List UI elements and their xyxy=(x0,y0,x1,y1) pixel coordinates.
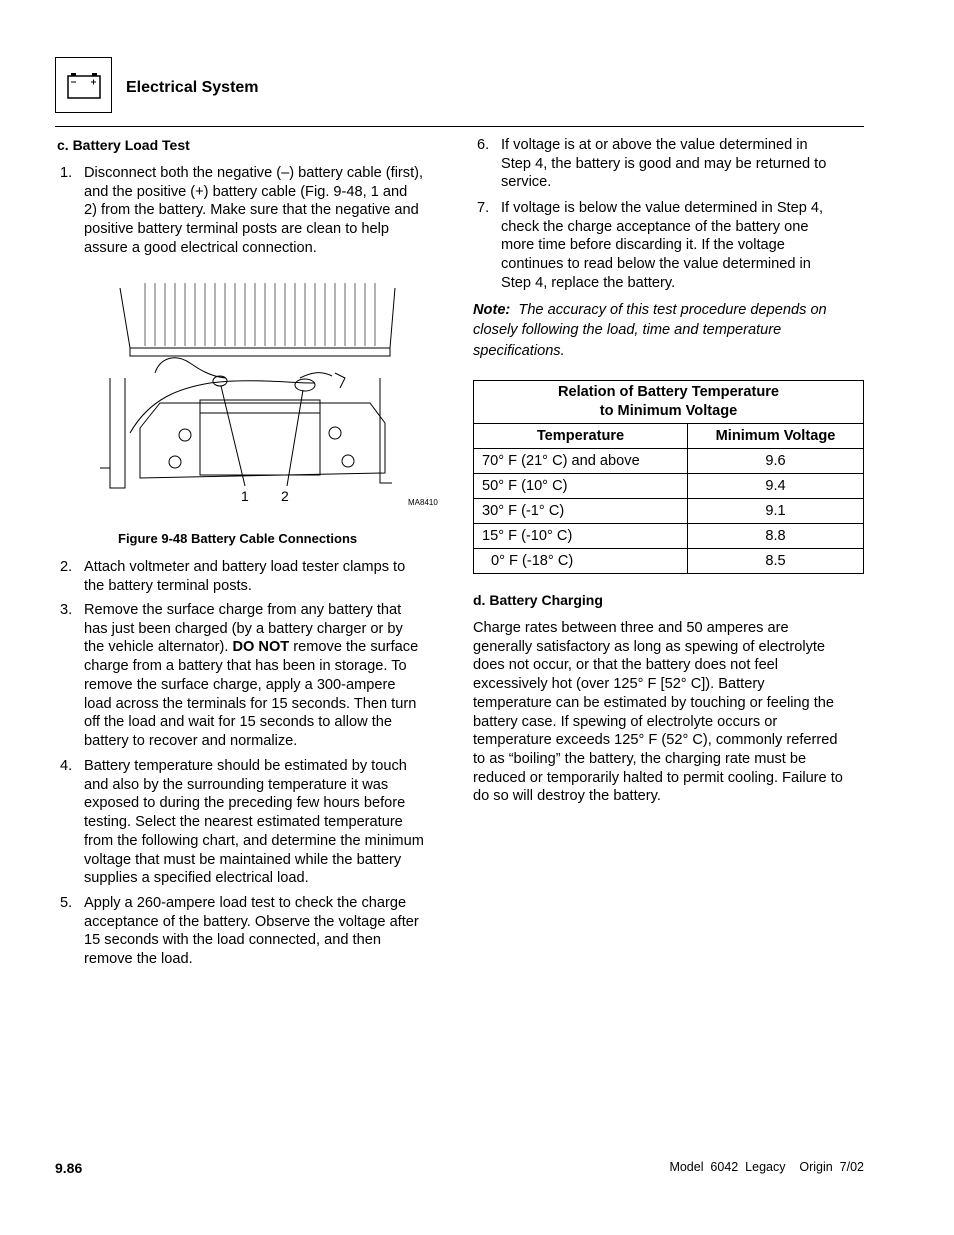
table-row xyxy=(474,524,864,549)
step-line: service. xyxy=(501,174,552,191)
table-row xyxy=(474,474,864,499)
battery-icon xyxy=(56,58,111,112)
voltage-cell: 9.6 xyxy=(688,449,864,474)
step-text: the vehicle alternator). xyxy=(84,639,233,656)
battery-cable-figure xyxy=(100,278,450,516)
step-line: check the charge acceptance of the battery one xyxy=(501,218,809,235)
step-line: and the positive (+) battery cable (Fig. 9-48, 1 and xyxy=(84,183,408,200)
step-number: 2. xyxy=(60,559,73,575)
step-line: positive battery terminal posts are clean to help xyxy=(84,221,390,238)
para-line: excessively hot (over 125° F [52° C]). Battery xyxy=(473,676,765,693)
step-line: Step 4, the battery is good and may be returned to xyxy=(501,155,827,172)
step-text: remove the surface xyxy=(289,639,419,656)
header-icon-box xyxy=(55,57,112,113)
step-line: battery to recover and normalize. xyxy=(84,732,298,749)
table-title-row xyxy=(474,381,864,424)
step-line: Remove the surface charge from any battery that xyxy=(84,602,402,618)
note-text: The accuracy of this test procedure depends on xyxy=(518,302,827,318)
step-line: remove the load. xyxy=(84,951,193,968)
note-label: Note: xyxy=(473,302,511,318)
table-row xyxy=(474,549,864,574)
column-header-temperature: Temperature xyxy=(474,424,688,449)
step-line: supplies a specified electrical load. xyxy=(84,870,309,887)
step-number: 3. xyxy=(60,602,73,618)
step-line: Apply a 260-ampere load test to check the charge xyxy=(84,895,407,911)
step-line xyxy=(84,638,418,657)
para-line: Charge rates between three and 50 amperes are xyxy=(473,620,789,636)
step-line: exposed to during the preceding few hours before xyxy=(84,795,406,812)
voltage-cell: 9.4 xyxy=(688,474,864,499)
step-line: charge from a battery that has been in storage. To xyxy=(84,658,407,675)
step-line: 15 seconds with the load connected, and then xyxy=(84,932,381,949)
para-line: generally satisfactory as long as spewing of electrolyte xyxy=(473,638,826,655)
step-4 xyxy=(60,757,450,891)
voltage-cell: 8.8 xyxy=(688,524,864,549)
step-line: Disconnect both the negative (–) battery cable (first), xyxy=(84,165,424,181)
step-line: off the load and wait for 15 seconds to allow the xyxy=(84,714,393,731)
step-line: Step 4, replace the battery. xyxy=(501,274,676,291)
step-line: from the following chart, and determine the minimum xyxy=(84,832,424,849)
step-number: 7. xyxy=(477,200,490,216)
para-line: temperature exceeds 125° F (52° C), commonly referred xyxy=(473,732,838,749)
note-block xyxy=(473,300,863,361)
section-c-heading: c. Battery Load Test xyxy=(57,137,190,153)
step-line: If voltage is at or above the value determined in xyxy=(501,137,808,153)
table-header-row xyxy=(474,424,864,449)
table-row xyxy=(474,499,864,524)
note-line xyxy=(473,300,863,320)
step-line: Battery temperature should be estimated by touch xyxy=(84,758,407,774)
step-line: load across the terminals for 15 seconds. Then turn xyxy=(84,695,417,712)
step-line: continues to read below the value determined in xyxy=(501,256,811,273)
table-title xyxy=(474,381,864,424)
step-line: has just been charged (by a battery charger or by xyxy=(84,620,403,637)
para-line: to as “boiling” the battery, the charging rate must be xyxy=(473,750,807,767)
step-line: and also by the surrounding temperature it was xyxy=(84,776,389,793)
table-title-line: to Minimum Voltage xyxy=(599,403,738,419)
para-line: temperature can be estimated by touching or feeling the xyxy=(473,694,835,711)
page-header-title: Electrical System xyxy=(126,79,259,96)
step-number: 1. xyxy=(60,165,73,181)
step-line: the battery terminal posts. xyxy=(84,577,252,594)
para-line: do so will destroy the battery. xyxy=(473,788,661,805)
step-line: Attach voltmeter and battery load tester clamps to xyxy=(84,559,406,575)
temperature-cell: 30° F (-1° C) xyxy=(474,499,688,524)
step-6 xyxy=(477,136,867,196)
callout-1: 1 xyxy=(241,488,249,504)
callout-2: 2 xyxy=(281,488,289,504)
note-line: specifications. xyxy=(473,343,565,359)
do-not-emphasis: DO NOT xyxy=(232,639,290,656)
voltage-cell: 8.5 xyxy=(688,549,864,574)
temperature-voltage-table xyxy=(473,380,864,574)
temperature-cell: 15° F (-10° C) xyxy=(474,524,688,549)
section-d-heading: d. Battery Charging xyxy=(473,592,603,608)
step-number: 4. xyxy=(60,758,73,774)
temperature-cell: 0° F (-18° C) xyxy=(474,549,688,574)
para-line: does not occur, or that the battery does not feel xyxy=(473,657,779,674)
step-number: 5. xyxy=(60,895,73,911)
step-3 xyxy=(60,601,450,753)
step-5 xyxy=(60,894,450,972)
voltage-cell: 9.1 xyxy=(688,499,864,524)
step-line: voltage that must be maintained while the battery xyxy=(84,851,402,868)
figure-code: MA8410 xyxy=(408,498,438,507)
step-line: If voltage is below the value determined in Step 4, xyxy=(501,200,824,216)
para-line: battery case. If spewing of electrolyte occurs or xyxy=(473,713,778,730)
step-line: assure a good electrical connection. xyxy=(84,239,317,256)
step-line: testing. Select the nearest estimated temperature xyxy=(84,814,403,831)
step-line: more time before discarding it. If the voltage xyxy=(501,237,785,254)
table-row xyxy=(474,449,864,474)
step-line: 2) from the battery. Make sure that the negative and xyxy=(84,202,419,219)
temperature-cell: 50° F (10° C) xyxy=(474,474,688,499)
para-line: reduced or temporarily halted to permit cooling. Failure to xyxy=(473,769,843,786)
table-title-line: Relation of Battery Temperature xyxy=(557,384,780,400)
step-2 xyxy=(60,558,450,598)
column-header-voltage: Minimum Voltage xyxy=(688,424,864,449)
step-number: 6. xyxy=(477,137,490,153)
step-line: remove the surface charge, apply a 300-ampere xyxy=(84,676,396,693)
model-info: Model 6042 Legacy Origin 7/02 xyxy=(669,1160,864,1174)
page-number: 9.86 xyxy=(55,1160,83,1176)
battery-charging-paragraph xyxy=(473,619,868,806)
header-divider xyxy=(55,126,864,127)
step-7 xyxy=(477,199,867,295)
battery-illustration xyxy=(100,278,450,516)
step-line: acceptance of the battery. Observe the voltage after xyxy=(84,913,419,930)
temperature-cell: 70° F (21° C) and above xyxy=(474,449,688,474)
figure-caption: Figure 9-48 Battery Cable Connections xyxy=(118,531,358,546)
note-line: closely following the load, time and temperature xyxy=(473,322,782,338)
step-1 xyxy=(60,164,450,264)
